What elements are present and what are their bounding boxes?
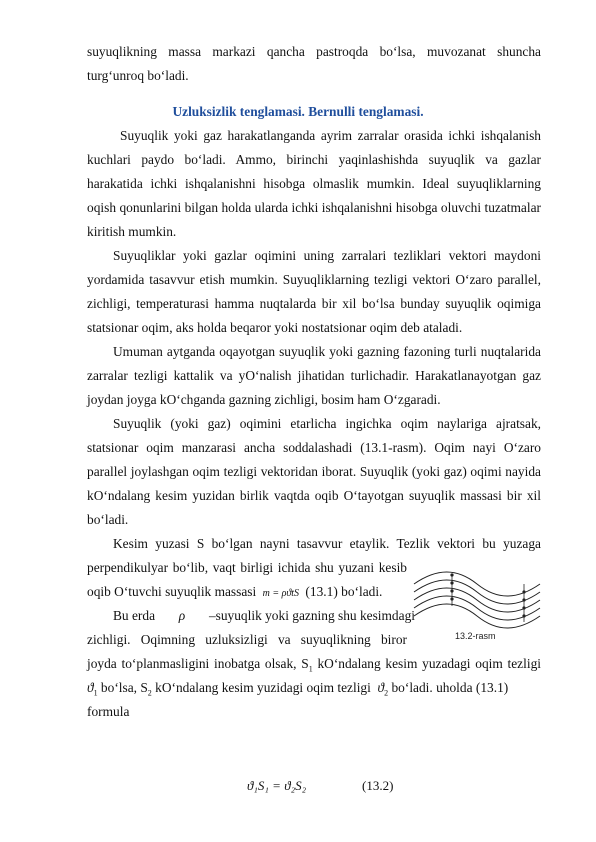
- text-line: [87, 584, 407, 602]
- continuity-equation: ϑ₁S₁ = ϑ₂S₂: [247, 778, 307, 793]
- text-line: formula: [87, 704, 130, 719]
- text-line: oqish qonunlarini bilgan holda ularda ichki ishqalanishni hisobga oluvchi tuzatmalar: [87, 200, 541, 215]
- figure-caption: 13.2-rasm: [455, 631, 496, 641]
- text-fragment: bo‘lsa, S: [97, 680, 148, 695]
- text-line: zichligi. Oqimning uzluksizligi va suyuqlikning biror: [87, 632, 407, 647]
- text-fragment: kO‘ndalang kesim yuzidagi oqim tezligi: [151, 680, 371, 695]
- text-line: zichligi, temperaturasi hamma nuqtalarda bir xil bo‘lsa bunday suyuqlik oqimiga: [87, 296, 541, 311]
- text-line: joydan joyga kO‘chganda gazning zichligi, bosim ham O‘zgaradi.: [87, 392, 441, 407]
- subscript: 2: [384, 688, 389, 698]
- text-fragment: Bu erda: [113, 608, 156, 623]
- velocity-symbol: ϑ: [87, 680, 94, 695]
- section-title: Uzluksizlik tenglamasi. Bernulli tenglamasi.: [172, 104, 424, 119]
- text-line: zarralar tezligi kattalik va yO‘nalish jihatidan turlichadir. Harakatlanayotgan gaz: [87, 368, 541, 383]
- subscript: 2: [147, 688, 152, 698]
- equation-number: (13.2): [362, 778, 394, 793]
- text-fragment: –suyuqlik yoki gazning shu kesimdagi: [208, 608, 415, 623]
- velocity-symbol: ϑ: [377, 680, 385, 695]
- text-line: kuchlari paydo bo‘ladi. Ammo, birinchi yaqinlashishda suyuqlik va gazlar: [87, 152, 541, 167]
- text-line: Kesim yuzasi S bo‘lgan nayni tasavvur etaylik. Tezlik vektori bu yuzaga: [113, 536, 541, 551]
- mass-formula: m = ρϑtS: [262, 588, 300, 599]
- text-line: suyuqlikning massa markazi qancha pastroqda bo‘lsa, muvozanat shuncha: [87, 44, 541, 59]
- text-fragment: oqib O‘tuvchi suyuqlik massasi: [87, 584, 257, 599]
- text-line: kiritish mumkin.: [87, 224, 177, 239]
- text-fragment: joyda to‘planmasligini inobatga olsak, S: [87, 656, 309, 671]
- text-line: turg‘unroq bo‘ladi.: [87, 68, 189, 83]
- text-line: harakatida ichki ishqalanishni hisobga olmaslik mumkin. Ideal suyuqliklarning: [87, 176, 541, 191]
- text-line: [87, 656, 541, 678]
- text-fragment: (13.1) bo‘ladi.: [305, 584, 383, 599]
- text-line: [113, 608, 415, 624]
- text-fragment: bo‘ladi. uholda (13.1): [388, 680, 509, 695]
- text-line: kO‘ndalang kesim yuzidan birlik vaqtda oqib O‘tayotgan suyuqlik massasi bir xil: [87, 488, 541, 503]
- text-line: Suyuqliklar yoki gazlar oqimini uning zarralari tezliklari vektori maydoni: [113, 248, 541, 263]
- text-line: parallel joylashgan oqim tezligi vektoridan iborat. Suyuqlik (yoki gaz) oqimi nayida: [87, 464, 541, 479]
- text-line: bo‘ladi.: [87, 512, 129, 527]
- text-line: perpendikulyar bo‘lib, vaqt birligi ichida shu yuzani kesib: [87, 560, 407, 575]
- text-fragment: kO‘ndalang kesim yuzadagi oqim tezligi: [312, 656, 541, 671]
- subscript: 1: [308, 664, 313, 674]
- text-line: statsionar oqim, aks holda beqaror yoki nostatsionar oqim deb ataladi.: [87, 320, 463, 335]
- text-line: Suyuqlik (yoki gaz) oqimini etarlicha ingichka oqim naylariga ajratsak,: [113, 416, 541, 431]
- text-line: [87, 680, 541, 702]
- rho-symbol: ρ: [178, 608, 186, 623]
- subscript: 1: [93, 688, 98, 698]
- text-line: Suyuqlik yoki gaz harakatlanganda ayrim zarralar orasida ichki ishqalanish: [120, 128, 541, 143]
- text-line: statsionar oqim manzarasi ancha soddalashadi (13.1-rasm). Oqim nayi O‘zaro: [87, 440, 541, 455]
- text-line: yordamida tasavvur etish mumkin. Suyuqliklarning tezligi vektori O‘zaro parallel,: [87, 272, 541, 287]
- text-line: Umuman aytganda oqayotgan suyuqlik yoki gazning fazoning turli nuqtalarida: [113, 344, 541, 359]
